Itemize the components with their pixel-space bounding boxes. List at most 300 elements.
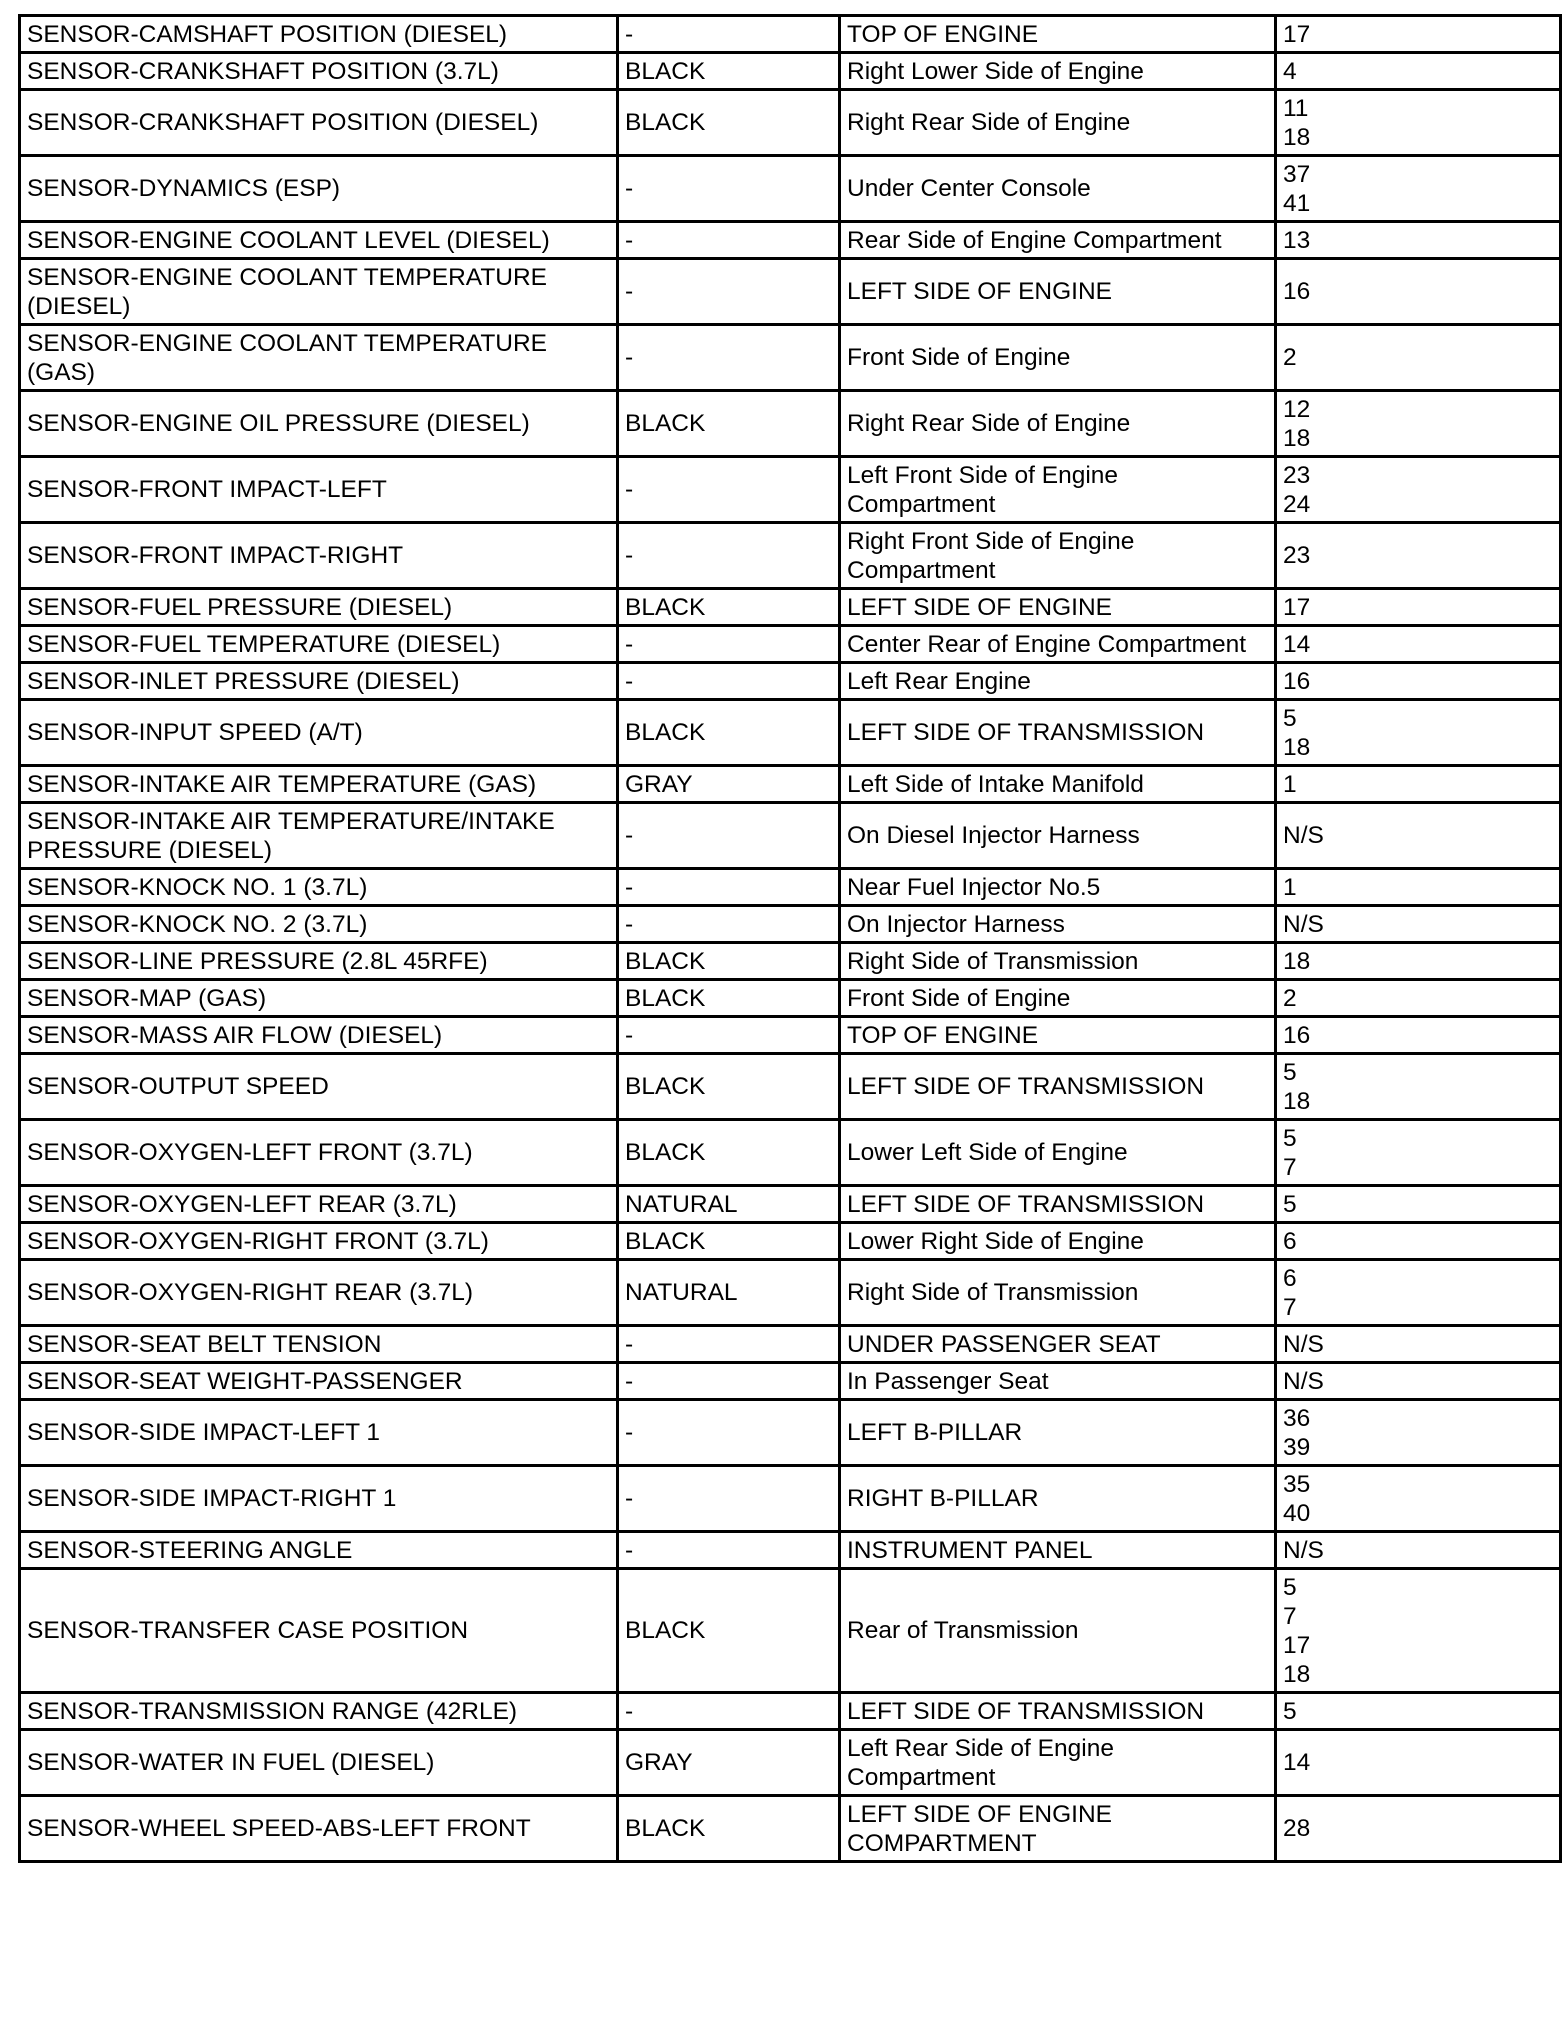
cell-text: 17 — [1283, 20, 1311, 48]
component-name-cell — [20, 1260, 618, 1326]
location-cell — [840, 700, 1276, 766]
cell-text: 18 — [1283, 947, 1311, 975]
cell-text: 12 — [1283, 395, 1311, 423]
cell-text: N/S — [1283, 910, 1324, 938]
cell-text: 37 — [1283, 160, 1311, 188]
cell-text: BLACK — [625, 57, 706, 85]
cell-text: 17 — [1283, 1631, 1311, 1659]
cell-text: - — [625, 1367, 634, 1395]
location-cell — [840, 1326, 1276, 1363]
component-name-cell — [20, 1017, 618, 1054]
cell-text: Right Rear Side of Engine — [847, 410, 1131, 437]
component-name-cell — [20, 766, 618, 803]
cell-text: Left Rear Engine — [847, 667, 1031, 695]
cell-text: 16 — [1283, 278, 1311, 305]
component-name-cell — [20, 1532, 618, 1569]
figure-number-cell — [1276, 589, 1561, 626]
figure-number-cell — [1276, 391, 1561, 457]
table-row — [20, 1017, 1561, 1054]
connector-color-cell — [618, 1466, 840, 1532]
component-name-cell — [20, 980, 618, 1017]
cell-text: TOP OF ENGINE — [847, 1021, 1039, 1049]
cell-text: 14 — [1283, 630, 1311, 658]
cell-text: 40 — [1283, 1499, 1311, 1527]
cell-text: SENSOR-OXYGEN-LEFT FRONT (3.7L) — [27, 1139, 473, 1166]
component-name-cell — [20, 803, 618, 869]
location-cell — [840, 1017, 1276, 1054]
figure-number-cell — [1276, 1400, 1561, 1466]
component-name-cell — [20, 222, 618, 259]
cell-text: 4 — [1283, 57, 1297, 85]
cell-text: 6 — [1283, 1227, 1297, 1255]
connector-color-cell — [618, 90, 840, 156]
cell-text: Lower Left Side of Engine — [847, 1139, 1128, 1166]
location-cell — [840, 1120, 1276, 1186]
figure-number-cell — [1276, 1796, 1561, 1862]
figure-number-cell — [1276, 156, 1561, 222]
component-name-cell — [20, 1054, 618, 1120]
figure-number-cell — [1276, 222, 1561, 259]
location-cell — [840, 663, 1276, 700]
cell-text: N/S — [1283, 822, 1324, 849]
cell-text: SENSOR-FUEL PRESSURE (DIESEL) — [27, 593, 453, 621]
figure-number-cell — [1276, 1260, 1561, 1326]
cell-text: Compartment — [847, 556, 996, 584]
figure-number-cell — [1276, 259, 1561, 325]
figure-number-cell — [1276, 53, 1561, 90]
cell-text: Center Rear of Engine Compartment — [847, 630, 1246, 658]
connector-location-table — [18, 14, 1562, 1863]
connector-color-cell — [618, 1363, 840, 1400]
location-cell — [840, 766, 1276, 803]
component-name-cell — [20, 53, 618, 90]
connector-color-cell — [618, 523, 840, 589]
cell-text: 23 — [1283, 461, 1311, 489]
connector-color-cell — [618, 1400, 840, 1466]
component-name-cell — [20, 869, 618, 906]
cell-text: - — [625, 476, 634, 503]
cell-text: Compartment — [847, 1763, 996, 1791]
connector-color-cell — [618, 980, 840, 1017]
cell-text: COMPARTMENT — [847, 1829, 1037, 1857]
connector-color-cell — [618, 53, 840, 90]
connector-color-cell — [618, 766, 840, 803]
cell-text: (GAS) — [27, 358, 96, 386]
cell-text: LEFT SIDE OF TRANSMISSION — [847, 1073, 1205, 1100]
table-row — [20, 980, 1561, 1017]
location-cell — [840, 1730, 1276, 1796]
connector-color-cell — [618, 222, 840, 259]
figure-number-cell — [1276, 700, 1561, 766]
cell-text: Right Front Side of Engine — [847, 527, 1135, 555]
cell-text: N/S — [1283, 1367, 1324, 1395]
figure-number-cell — [1276, 1326, 1561, 1363]
cell-text: SENSOR-INLET PRESSURE (DIESEL) — [27, 667, 460, 695]
component-name-cell — [20, 325, 618, 391]
component-name-cell — [20, 589, 618, 626]
cell-text: SENSOR-STEERING ANGLE — [27, 1536, 353, 1564]
connector-color-cell — [618, 1326, 840, 1363]
cell-text: SENSOR-MAP (GAS) — [27, 984, 267, 1012]
connector-color-cell — [618, 1532, 840, 1569]
cell-text: SENSOR-WHEEL SPEED-ABS-LEFT FRONT — [27, 1815, 531, 1842]
location-cell — [840, 943, 1276, 980]
figure-number-cell — [1276, 1223, 1561, 1260]
figure-number-cell — [1276, 1569, 1561, 1693]
cell-text: SENSOR-OXYGEN-RIGHT FRONT (3.7L) — [27, 1227, 489, 1255]
connector-color-cell — [618, 391, 840, 457]
cell-text: Rear of Transmission — [847, 1617, 1079, 1644]
table-row — [20, 523, 1561, 589]
table-row — [20, 1796, 1561, 1862]
cell-text: NATURAL — [625, 1279, 738, 1306]
cell-text: PRESSURE (DIESEL) — [27, 836, 273, 864]
connector-color-cell — [618, 1120, 840, 1186]
figure-number-cell — [1276, 1054, 1561, 1120]
cell-text: 11 — [1283, 94, 1309, 122]
table-row — [20, 626, 1561, 663]
cell-text: Left Front Side of Engine — [847, 461, 1119, 489]
cell-text: - — [625, 226, 634, 254]
table-row — [20, 222, 1561, 259]
table-row — [20, 1326, 1561, 1363]
table-row — [20, 325, 1561, 391]
location-cell — [840, 16, 1276, 53]
cell-text: NATURAL — [625, 1190, 738, 1218]
cell-text: SENSOR-KNOCK NO. 2 (3.7L) — [27, 910, 368, 938]
cell-text: LEFT SIDE OF ENGINE — [847, 278, 1113, 305]
cell-text: BLACK — [625, 1139, 706, 1166]
cell-text: In Passenger Seat — [847, 1367, 1049, 1395]
cell-text: LEFT SIDE OF TRANSMISSION — [847, 719, 1205, 746]
cell-text: SENSOR-TRANSMISSION RANGE (42RLE) — [27, 1697, 518, 1725]
connector-color-cell — [618, 457, 840, 523]
table-row — [20, 1569, 1561, 1693]
cell-text: GRAY — [625, 770, 693, 798]
cell-text: - — [625, 1021, 634, 1049]
cell-text: - — [625, 910, 634, 938]
connector-color-cell — [618, 325, 840, 391]
cell-text: SENSOR-KNOCK NO. 1 (3.7L) — [27, 873, 368, 901]
cell-text: (DIESEL) — [27, 292, 131, 320]
cell-text: SENSOR-OUTPUT SPEED — [27, 1073, 329, 1100]
cell-text: SENSOR-SIDE IMPACT-RIGHT 1 — [27, 1485, 397, 1512]
figure-number-cell — [1276, 1730, 1561, 1796]
figure-number-cell — [1276, 1466, 1561, 1532]
table-row — [20, 457, 1561, 523]
figure-number-cell — [1276, 943, 1561, 980]
table-row — [20, 156, 1561, 222]
cell-text: SENSOR-WATER IN FUEL (DIESEL) — [27, 1749, 435, 1776]
cell-text: - — [625, 1697, 634, 1725]
location-cell — [840, 1569, 1276, 1693]
cell-text: Right Lower Side of Engine — [847, 57, 1144, 85]
cell-text: 41 — [1283, 189, 1311, 217]
component-name-cell — [20, 1186, 618, 1223]
cell-text: - — [625, 873, 634, 901]
cell-text: SENSOR-SIDE IMPACT-LEFT 1 — [27, 1419, 381, 1446]
cell-text: 36 — [1283, 1404, 1311, 1432]
table-body — [20, 16, 1561, 1862]
location-cell — [840, 626, 1276, 663]
location-cell — [840, 980, 1276, 1017]
cell-text: RIGHT B-PILLAR — [847, 1485, 1039, 1512]
cell-text: LEFT B-PILLAR — [847, 1419, 1023, 1446]
connector-color-cell — [618, 1186, 840, 1223]
connector-color-cell — [618, 1693, 840, 1730]
component-name-cell — [20, 391, 618, 457]
figure-number-cell — [1276, 325, 1561, 391]
cell-text: 2 — [1283, 344, 1297, 371]
component-name-cell — [20, 457, 618, 523]
component-name-cell — [20, 1796, 618, 1862]
cell-text: - — [625, 822, 634, 849]
cell-text: - — [625, 630, 634, 658]
cell-text: Under Center Console — [847, 175, 1091, 202]
table-row — [20, 1532, 1561, 1569]
component-name-cell — [20, 16, 618, 53]
figure-number-cell — [1276, 766, 1561, 803]
connector-color-cell — [618, 803, 840, 869]
connector-color-cell — [618, 869, 840, 906]
cell-text: SENSOR-LINE PRESSURE (2.8L 45RFE) — [27, 947, 488, 975]
table-row — [20, 943, 1561, 980]
component-name-cell — [20, 1363, 618, 1400]
cell-text: 6 — [1283, 1264, 1297, 1292]
cell-text: INSTRUMENT PANEL — [847, 1536, 1093, 1564]
component-name-cell — [20, 1400, 618, 1466]
location-cell — [840, 523, 1276, 589]
location-cell — [840, 1223, 1276, 1260]
cell-text: Compartment — [847, 490, 996, 518]
component-name-cell — [20, 259, 618, 325]
cell-text: 14 — [1283, 1749, 1311, 1776]
cell-text: 5 — [1283, 1190, 1297, 1218]
connector-color-cell — [618, 943, 840, 980]
cell-text: 7 — [1283, 1602, 1297, 1630]
connector-color-cell — [618, 1260, 840, 1326]
cell-text: On Diesel Injector Harness — [847, 822, 1140, 849]
connector-color-cell — [618, 906, 840, 943]
cell-text: 5 — [1283, 1058, 1297, 1086]
cell-text: - — [625, 542, 634, 569]
cell-text: - — [625, 1485, 634, 1512]
cell-text: BLACK — [625, 1815, 706, 1842]
cell-text: SENSOR-MASS AIR FLOW (DIESEL) — [27, 1021, 443, 1049]
component-name-cell — [20, 1693, 618, 1730]
location-cell — [840, 1054, 1276, 1120]
location-cell — [840, 1532, 1276, 1569]
connector-color-cell — [618, 1569, 840, 1693]
cell-text: BLACK — [625, 1073, 706, 1100]
cell-text: SENSOR-ENGINE COOLANT TEMPERATURE — [27, 329, 548, 357]
cell-text: SENSOR-INTAKE AIR TEMPERATURE/INTAKE — [27, 807, 555, 835]
cell-text: BLACK — [625, 593, 706, 621]
figure-number-cell — [1276, 1693, 1561, 1730]
cell-text: 5 — [1283, 1124, 1297, 1152]
cell-text: 18 — [1283, 1087, 1311, 1115]
cell-text: BLACK — [625, 410, 706, 437]
cell-text: 2 — [1283, 984, 1297, 1012]
table-row — [20, 90, 1561, 156]
cell-text: SENSOR-OXYGEN-LEFT REAR (3.7L) — [27, 1190, 457, 1218]
figure-number-cell — [1276, 16, 1561, 53]
table-row — [20, 1223, 1561, 1260]
cell-text: - — [625, 344, 634, 371]
connector-location-sheet — [18, 14, 1543, 1863]
connector-color-cell — [618, 589, 840, 626]
cell-text: BLACK — [625, 719, 706, 746]
location-cell — [840, 156, 1276, 222]
table-row — [20, 869, 1561, 906]
cell-text: 39 — [1283, 1433, 1311, 1461]
cell-text: 17 — [1283, 593, 1311, 621]
cell-text: 24 — [1283, 490, 1311, 518]
cell-text: - — [625, 1330, 634, 1358]
location-cell — [840, 589, 1276, 626]
table-row — [20, 663, 1561, 700]
figure-number-cell — [1276, 626, 1561, 663]
table-row — [20, 700, 1561, 766]
cell-text: 18 — [1283, 1660, 1311, 1688]
location-cell — [840, 53, 1276, 90]
cell-text: Left Rear Side of Engine — [847, 1734, 1114, 1762]
cell-text: BLACK — [625, 1227, 706, 1255]
figure-number-cell — [1276, 663, 1561, 700]
cell-text: BLACK — [625, 109, 706, 136]
component-name-cell — [20, 1466, 618, 1532]
figure-number-cell — [1276, 869, 1561, 906]
table-row — [20, 1120, 1561, 1186]
figure-number-cell — [1276, 1532, 1561, 1569]
cell-text: TOP OF ENGINE — [847, 20, 1039, 48]
cell-text: 16 — [1283, 667, 1311, 695]
cell-text: LEFT SIDE OF TRANSMISSION — [847, 1697, 1205, 1725]
table-row — [20, 1363, 1561, 1400]
cell-text: SENSOR-CRANKSHAFT POSITION (3.7L) — [27, 57, 499, 85]
cell-text: 18 — [1283, 733, 1311, 761]
location-cell — [840, 222, 1276, 259]
table-row — [20, 391, 1561, 457]
cell-text: 23 — [1283, 542, 1311, 569]
figure-number-cell — [1276, 1363, 1561, 1400]
location-cell — [840, 90, 1276, 156]
cell-text: N/S — [1283, 1330, 1324, 1358]
cell-text: UNDER PASSENGER SEAT — [847, 1330, 1161, 1358]
figure-number-cell — [1276, 1186, 1561, 1223]
cell-text: SENSOR-FUEL TEMPERATURE (DIESEL) — [27, 630, 501, 658]
cell-text: SENSOR-INPUT SPEED (A/T) — [27, 719, 363, 746]
cell-text: Front Side of Engine — [847, 984, 1071, 1012]
cell-text: 7 — [1283, 1293, 1297, 1321]
cell-text: SENSOR-DYNAMICS (ESP) — [27, 175, 341, 202]
cell-text: 28 — [1283, 1815, 1311, 1842]
connector-color-cell — [618, 663, 840, 700]
cell-text: 1 — [1283, 770, 1297, 798]
cell-text: Rear Side of Engine Compartment — [847, 226, 1222, 254]
cell-text: SENSOR-ENGINE COOLANT TEMPERATURE — [27, 263, 548, 291]
location-cell — [840, 1693, 1276, 1730]
cell-text: SENSOR-OXYGEN-RIGHT REAR (3.7L) — [27, 1279, 474, 1306]
component-name-cell — [20, 1223, 618, 1260]
cell-text: - — [625, 278, 634, 305]
figure-number-cell — [1276, 90, 1561, 156]
component-name-cell — [20, 523, 618, 589]
figure-number-cell — [1276, 1120, 1561, 1186]
cell-text: 18 — [1283, 123, 1311, 151]
connector-color-cell — [618, 1054, 840, 1120]
figure-number-cell — [1276, 457, 1561, 523]
cell-text: SENSOR-SEAT BELT TENSION — [27, 1330, 382, 1358]
component-name-cell — [20, 700, 618, 766]
table-row — [20, 1693, 1561, 1730]
cell-text: Right Side of Transmission — [847, 947, 1139, 975]
cell-text: Lower Right Side of Engine — [847, 1227, 1144, 1255]
cell-text: - — [625, 667, 634, 695]
figure-number-cell — [1276, 523, 1561, 589]
table-row — [20, 803, 1561, 869]
table-row — [20, 1466, 1561, 1532]
component-name-cell — [20, 906, 618, 943]
cell-text: Right Rear Side of Engine — [847, 109, 1131, 136]
figure-number-cell — [1276, 803, 1561, 869]
connector-color-cell — [618, 700, 840, 766]
cell-text: SENSOR-TRANSFER CASE POSITION — [27, 1617, 469, 1644]
component-name-cell — [20, 156, 618, 222]
cell-text: SENSOR-CAMSHAFT POSITION (DIESEL) — [27, 20, 508, 48]
cell-text: SENSOR-ENGINE COOLANT LEVEL (DIESEL) — [27, 226, 550, 254]
cell-text: BLACK — [625, 1617, 706, 1644]
cell-text: SENSOR-CRANKSHAFT POSITION (DIESEL) — [27, 109, 539, 136]
cell-text: SENSOR-FRONT IMPACT-RIGHT — [27, 542, 404, 569]
cell-text: 5 — [1283, 1697, 1297, 1725]
location-cell — [840, 259, 1276, 325]
table-row — [20, 766, 1561, 803]
component-name-cell — [20, 1569, 618, 1693]
cell-text: - — [625, 1419, 634, 1446]
component-name-cell — [20, 663, 618, 700]
table-row — [20, 259, 1561, 325]
cell-text: GRAY — [625, 1749, 693, 1776]
table-row — [20, 1260, 1561, 1326]
cell-text: 13 — [1283, 226, 1311, 254]
connector-color-cell — [618, 1796, 840, 1862]
location-cell — [840, 869, 1276, 906]
cell-text: - — [625, 1536, 634, 1564]
cell-text: Left Side of Intake Manifold — [847, 770, 1144, 798]
table-row — [20, 1186, 1561, 1223]
connector-color-cell — [618, 156, 840, 222]
cell-text: LEFT SIDE OF ENGINE — [847, 593, 1113, 621]
connector-color-cell — [618, 16, 840, 53]
cell-text: Front Side of Engine — [847, 344, 1071, 371]
cell-text: SENSOR-FRONT IMPACT-LEFT — [27, 476, 387, 503]
cell-text: 1 — [1283, 873, 1297, 901]
table-row — [20, 906, 1561, 943]
location-cell — [840, 1363, 1276, 1400]
cell-text: BLACK — [625, 984, 706, 1012]
location-cell — [840, 325, 1276, 391]
location-cell — [840, 1796, 1276, 1862]
cell-text: Right Side of Transmission — [847, 1279, 1139, 1306]
cell-text: BLACK — [625, 947, 706, 975]
table-row — [20, 1400, 1561, 1466]
cell-text: 5 — [1283, 704, 1297, 732]
location-cell — [840, 1186, 1276, 1223]
table-row — [20, 16, 1561, 53]
figure-number-cell — [1276, 906, 1561, 943]
cell-text: LEFT SIDE OF ENGINE — [847, 1800, 1113, 1828]
